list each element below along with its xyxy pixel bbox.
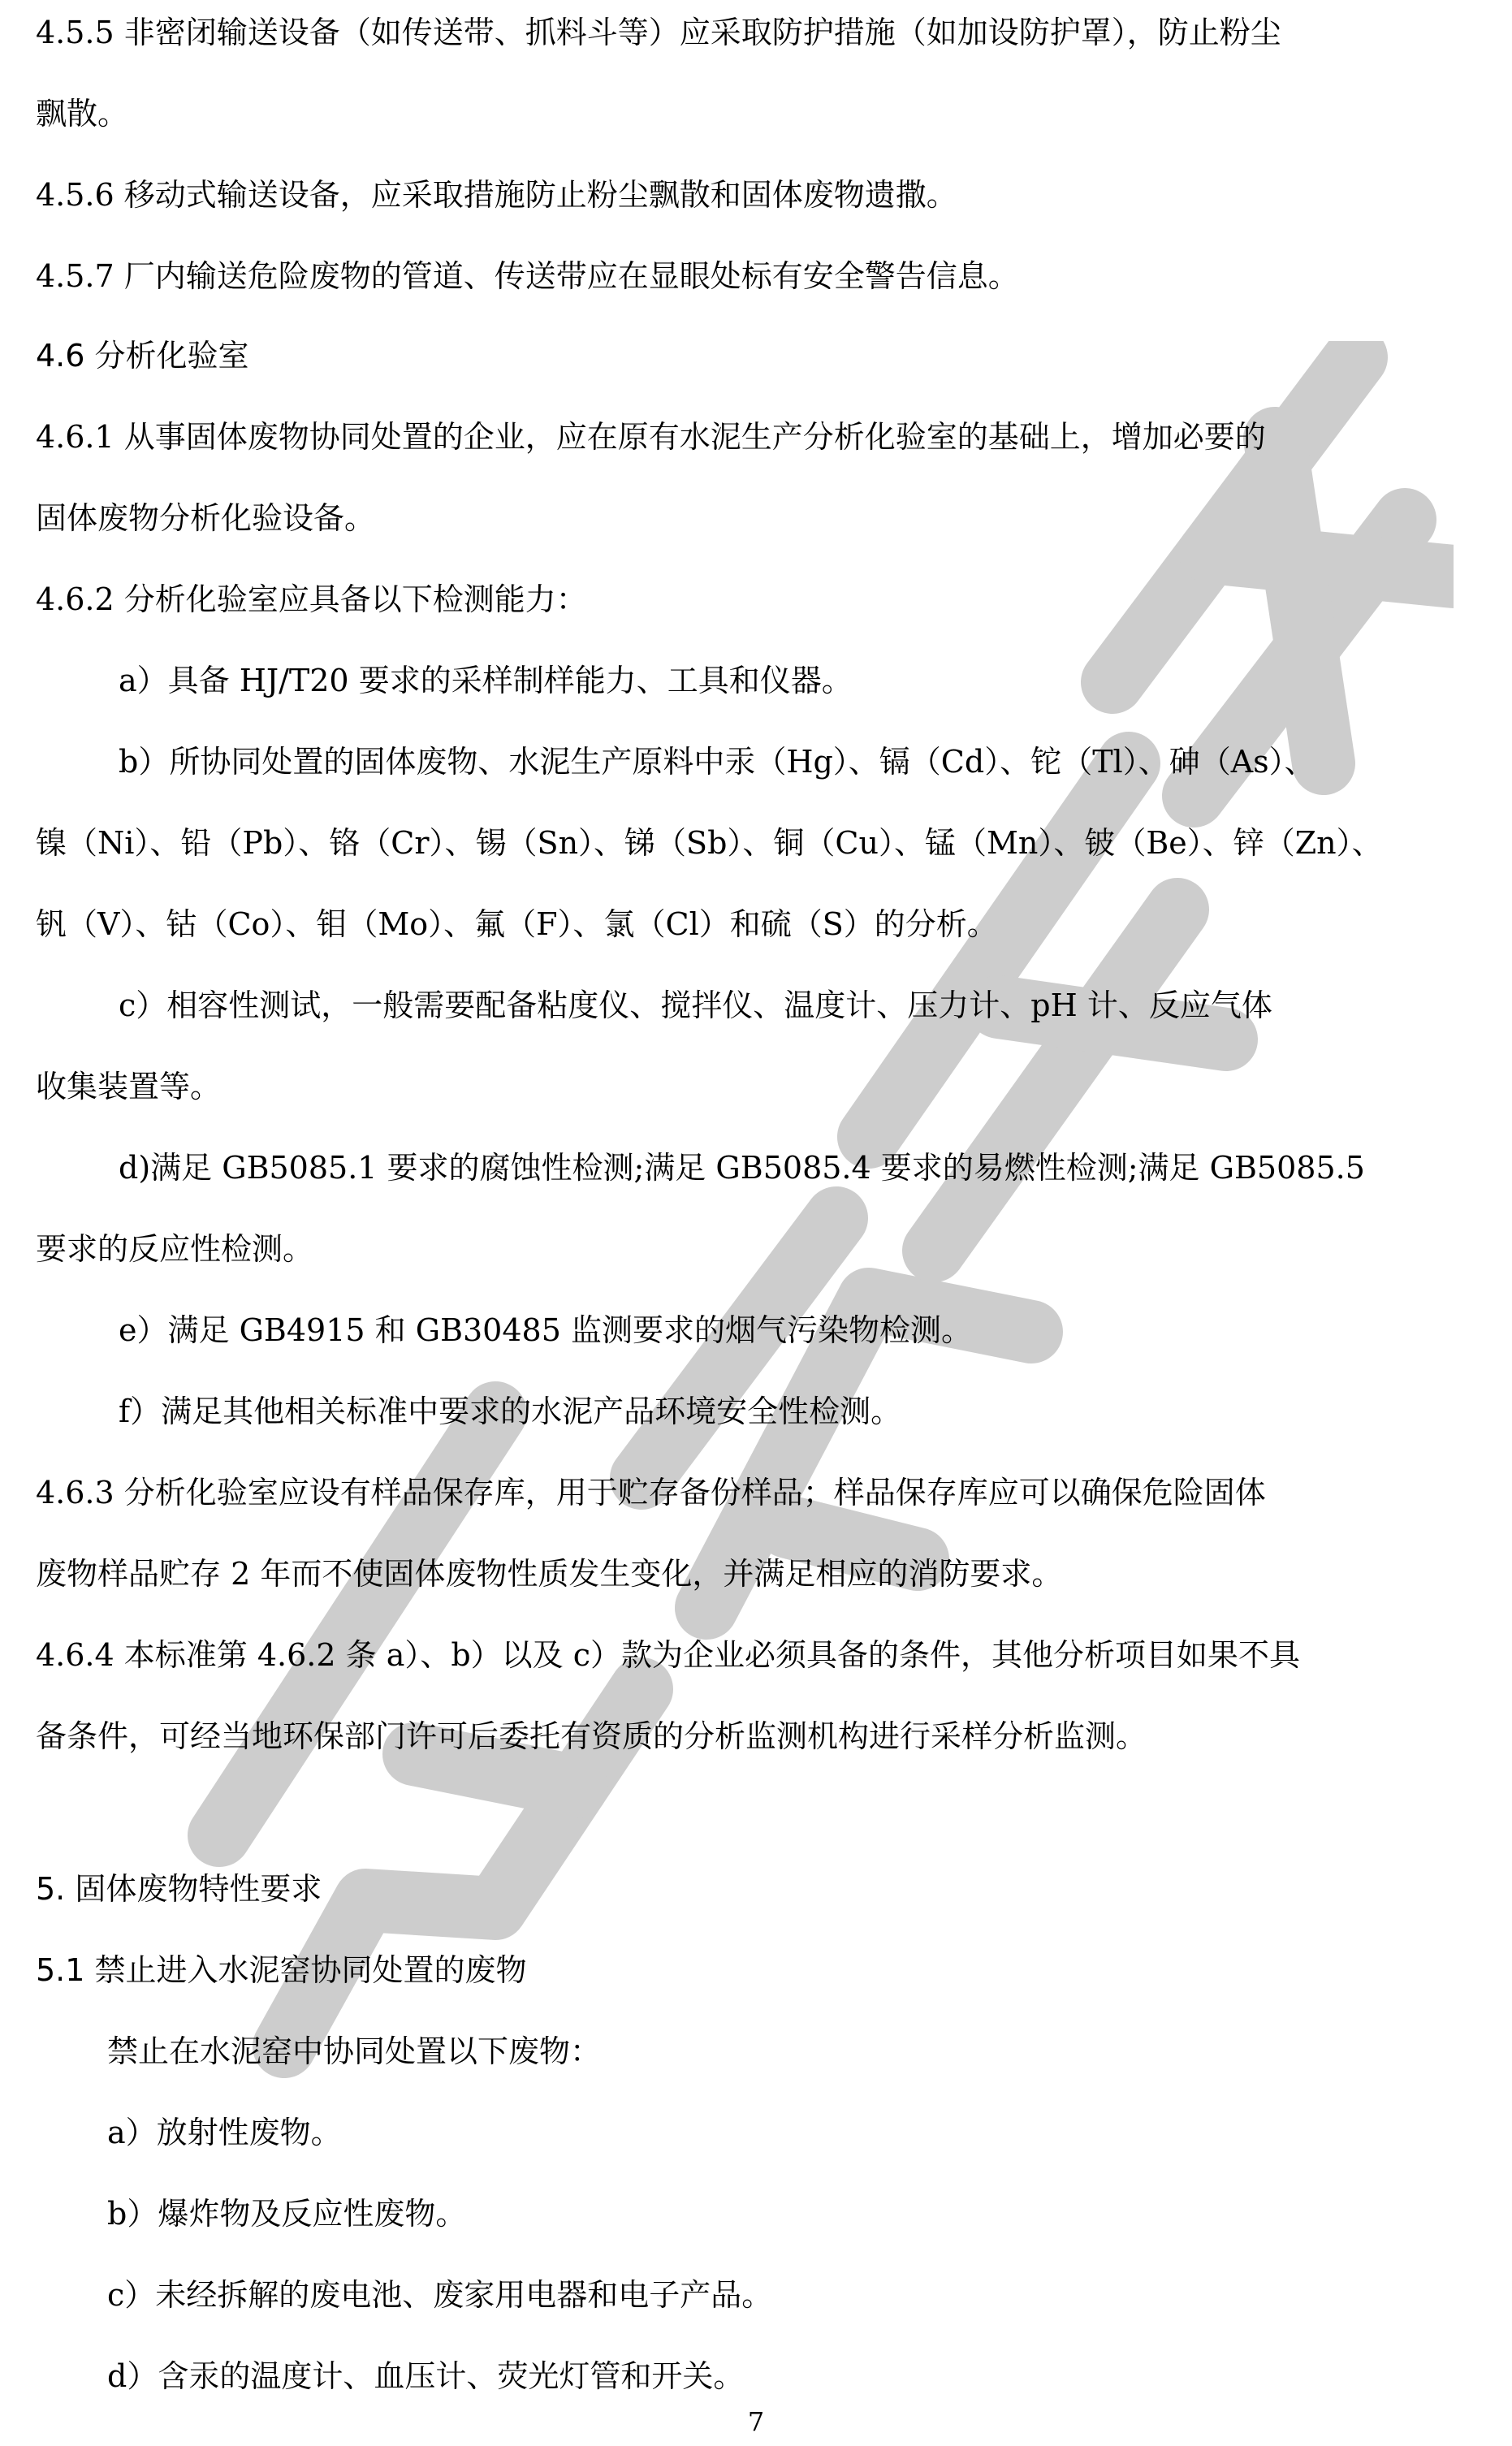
line-4-6-4b: 备条件，可经当地环保部门许可后委托有资质的分析监测机构进行采样分析监测。 bbox=[36, 1718, 1147, 1754]
list-item-d-line1: d)满足 GB5085.1 要求的腐蚀性检测;满足 GB5085.4 要求的易燃性检测;满足 GB5085.5 bbox=[119, 1150, 1365, 1186]
line-4-5-5b: 飘散。 bbox=[36, 96, 129, 132]
list-item-f: f）满足其他相关标准中要求的水泥产品环境安全性检测。 bbox=[119, 1394, 902, 1429]
list-item-a: a）具备 HJ/T20 要求的采样制样能力、工具和仪器。 bbox=[119, 663, 853, 698]
list-item-b-line2: 镍（Ni）、铅（Pb）、铬（Cr）、锡（Sn）、锑（Sb）、铜（Cu）、锰（Mn）、铍（Be）、锌（Zn）、 bbox=[36, 825, 1383, 861]
prohibited-item-b: b）爆炸物及反应性废物。 bbox=[107, 2196, 467, 2232]
section-heading-5: 5. 固体废物特性要求 bbox=[36, 1871, 322, 1907]
list-item-b-line3: 钒（V）、钴（Co）、钼（Mo）、氟（F）、氯（Cl）和硫（S）的分析。 bbox=[36, 906, 998, 942]
line-4-6-3a: 4.6.3 分析化验室应设有样品保存库，用于贮存备份样品；样品保存库应可以确保危险固体 bbox=[36, 1475, 1266, 1510]
list-item-c-line2: 收集装置等。 bbox=[36, 1069, 222, 1104]
line-4-6-3b: 废物样品贮存 2 年而不使固体废物性质发生变化，并满足相应的消防要求。 bbox=[36, 1556, 1063, 1592]
line-4-5-6: 4.5.6 移动式输送设备，应采取措施防止粉尘飘散和固体废物遗撒。 bbox=[36, 177, 957, 213]
prohibited-item-c: c）未经拆解的废电池、废家用电器和电子产品。 bbox=[107, 2277, 773, 2313]
section-heading-4-6: 4.6 分析化验室 bbox=[36, 338, 249, 374]
list-item-b-line1: b）所协同处置的固体废物、水泥生产原料中汞（Hg）、镉（Cd）、铊（Tl）、砷（As）、 bbox=[119, 744, 1315, 780]
line-4-6-2: 4.6.2 分析化验室应具备以下检测能力： bbox=[36, 581, 587, 617]
line-4-6-1a: 4.6.1 从事固体废物协同处置的企业，应在原有水泥生产分析化验室的基础上，增加必要的 bbox=[36, 419, 1266, 455]
line-4-5-5a: 4.5.5 非密闭输送设备（如传送带、抓料斗等）应采取防护措施（如加设防护罩），防止粉尘 bbox=[36, 15, 1281, 50]
list-item-e: e）满足 GB4915 和 GB30485 监测要求的烟气污染物检测。 bbox=[119, 1312, 972, 1348]
page-number: 7 bbox=[747, 2406, 765, 2437]
prohibited-item-a: a）放射性废物。 bbox=[107, 2115, 342, 2150]
line-4-5-7: 4.5.7 厂内输送危险废物的管道、传送带应在显眼处标有安全警告信息。 bbox=[36, 258, 1019, 294]
list-item-d-line2: 要求的反应性检测。 bbox=[36, 1231, 314, 1267]
prohibited-item-d: d）含汞的温度计、血压计、荧光灯管和开关。 bbox=[107, 2358, 745, 2394]
line-4-6-1b: 固体废物分析化验设备。 bbox=[36, 500, 376, 536]
prohibition-intro: 禁止在水泥窑中协同处置以下废物： bbox=[107, 2033, 602, 2069]
section-heading-5-1: 5.1 禁止进入水泥窑协同处置的废物 bbox=[36, 1952, 527, 1988]
list-item-c-line1: c）相容性测试，一般需要配备粘度仪、搅拌仪、温度计、压力计、pH 计、反应气体 bbox=[119, 987, 1272, 1023]
line-4-6-4a: 4.6.4 本标准第 4.6.2 条 a）、b）以及 c）款为企业必须具备的条件，其他分析项目如果不具 bbox=[36, 1637, 1301, 1673]
